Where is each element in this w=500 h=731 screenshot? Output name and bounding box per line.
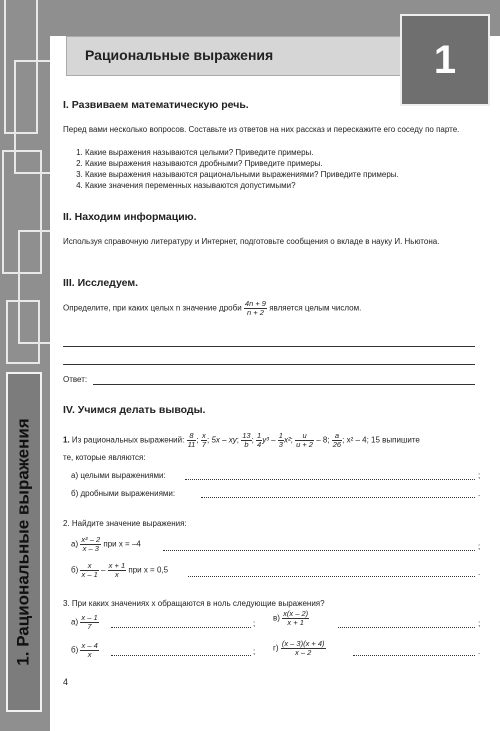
answer-line[interactable] — [63, 346, 475, 347]
punctuation: ; — [253, 619, 256, 628]
fraction-denominator: x – 2 — [295, 648, 312, 657]
answer-line[interactable] — [163, 550, 475, 551]
section-3-text-before: Определите, при каких целых n значение дроби — [63, 303, 242, 313]
question-3-b — [273, 610, 309, 627]
list-item: 2. Какие выражения называются дробными? Приведите примеры. — [85, 158, 495, 169]
fraction: $\frac{a}{26}$ — [332, 431, 342, 449]
fraction-denominator: x – 1 — [81, 570, 98, 579]
punctuation: ; — [478, 471, 481, 480]
punctuation: ; — [478, 542, 481, 551]
question-2-a-label: а) — [71, 539, 79, 549]
fraction-denominator: n + 2 — [246, 308, 264, 317]
sidebar-chapter-title — [6, 372, 42, 712]
punctuation: ; — [253, 647, 256, 656]
fraction: $\frac{1}{3}$ — [278, 431, 283, 449]
question-1-tail: x² – 4; 15 выпишите — [346, 435, 420, 445]
section-1-list — [63, 147, 495, 191]
section-1-intro: Перед вами несколько вопросов. Составьте из ответов на них рассказ и перескажите его соседу по парте. — [63, 125, 460, 134]
fraction-numerator: x – 1 — [81, 613, 98, 622]
question-3-c-label: б) — [71, 645, 79, 655]
question-2-b-label: б) — [71, 565, 79, 575]
answer-line[interactable] — [111, 627, 251, 628]
fraction-numerator: x — [80, 562, 98, 571]
chapter-number: 1 — [433, 37, 457, 82]
answer-line[interactable] — [63, 364, 475, 365]
question-2-text: 2. Найдите значение выражения: — [63, 519, 187, 528]
punctuation: ; — [478, 619, 481, 628]
question-1-a-label: а) целыми выражениями: — [71, 471, 166, 480]
list-item: 1. Какие выражения называются целыми? Приведите примеры. — [85, 147, 495, 158]
fraction — [80, 642, 98, 659]
punctuation: . — [478, 489, 481, 498]
fraction-denominator: x — [87, 650, 92, 659]
fraction — [108, 562, 126, 579]
answer-line[interactable] — [93, 384, 475, 385]
sidebar-band — [0, 0, 50, 731]
question-3-d — [273, 640, 326, 657]
fraction — [80, 536, 101, 553]
answer-label: Ответ: — [63, 375, 88, 384]
section-2-text: Используя справочную литературу и Интернет, подготовьте сообщения о вкладе в науку И. Ньютона. — [63, 237, 440, 246]
punctuation: . — [478, 568, 481, 577]
question-3-b-label: в) — [273, 613, 280, 623]
question-1-line2: те, которые являются: — [63, 453, 146, 462]
answer-line[interactable] — [188, 576, 475, 577]
question-1-number: 1. — [63, 435, 70, 445]
question-3-text: 3. При каких значениях x обращаются в ноль следующие выражения? — [63, 599, 325, 608]
fraction-numerator: x + 1 — [108, 561, 126, 570]
page-number: 4 — [63, 677, 69, 687]
question-2-a — [71, 536, 141, 553]
answer-line[interactable] — [353, 655, 475, 656]
punctuation: . — [478, 647, 481, 656]
section-4-heading: IV. Учимся делать выводы. — [63, 404, 206, 416]
section-3-text-after: является целым числом. — [269, 303, 362, 313]
decor-frame — [6, 300, 40, 364]
question-1-text: Из рациональных выражений: — [71, 435, 185, 445]
question-3-c — [71, 642, 99, 659]
question-1-b-label: б) дробными выражениями: — [71, 489, 176, 498]
fraction — [281, 640, 326, 657]
fraction: $\frac{1}{4}$ — [257, 431, 262, 449]
fraction — [282, 610, 309, 627]
fraction — [244, 300, 267, 317]
section-3-task — [63, 300, 361, 317]
answer-line[interactable] — [185, 479, 475, 480]
fraction: $\frac{u}{u + 2}$ — [296, 431, 313, 449]
fraction-numerator: x(x – 2) — [283, 609, 309, 618]
chapter-header — [66, 36, 406, 76]
fraction-denominator: x – 3 — [82, 544, 99, 553]
answer-line[interactable] — [111, 655, 251, 656]
list-item: 3. Какие выражения называются рациональными выражениями? Приведите примеры. — [85, 169, 495, 180]
fraction — [80, 614, 98, 631]
section-1-heading: I. Развиваем математическую речь. — [63, 99, 249, 111]
fraction-numerator: x – 4 — [81, 641, 98, 650]
chapter-number-box — [400, 14, 490, 106]
question-3-a-label: а) — [71, 617, 79, 627]
fraction-numerator: (x – 3)(x + 4) — [281, 639, 325, 648]
question-2-b: б) $\frac{x}{x - 1}$ – $\frac{x + 1}{x}$ при x = 0,5 — [71, 561, 169, 579]
question-1: 1. Из рациональных выражений: $\frac{8}{11}$ ; $\frac{x}{7}$ ; 5x – xy; $\frac{13}{b}$ ; $\frac{1}{4}$ y³ – $\frac{1}{3}$ x²; $\frac{u}{u + 2}$ – 8; $\frac{a}{26}$ ; x² – 4; 15 выпишите — [63, 431, 420, 449]
question-2-b-condition: при x = 0,5 — [128, 565, 169, 575]
section-3-heading: III. Исследуем. — [63, 277, 139, 289]
fraction-numerator: x² – 2 — [81, 535, 101, 544]
answer-line[interactable] — [201, 497, 475, 498]
answer-line[interactable] — [338, 627, 475, 628]
question-3-d-label: г) — [273, 643, 279, 653]
fraction-numerator: 4n + 9 — [244, 299, 266, 308]
question-2-a-condition: при x = –4 — [103, 539, 141, 549]
list-item: 4. Какие значения переменных называются допустимыми? — [85, 180, 495, 191]
sidebar-chapter-title-text: 1. Рациональные выражения — [14, 418, 34, 666]
fraction: $\frac{8}{11}$ — [187, 431, 196, 449]
fraction-denominator: x + 1 — [287, 618, 304, 627]
fraction-denominator: 7 — [87, 622, 92, 631]
page-title: Рациональные выражения — [85, 47, 274, 63]
fraction: $\frac{x}{7}$ — [201, 431, 206, 449]
fraction-denominator: x — [115, 570, 119, 579]
fraction: $\frac{13}{b}$ — [242, 431, 251, 449]
fraction — [80, 562, 98, 579]
section-2-heading: II. Находим информацию. — [63, 211, 197, 223]
question-3-a — [71, 614, 99, 631]
